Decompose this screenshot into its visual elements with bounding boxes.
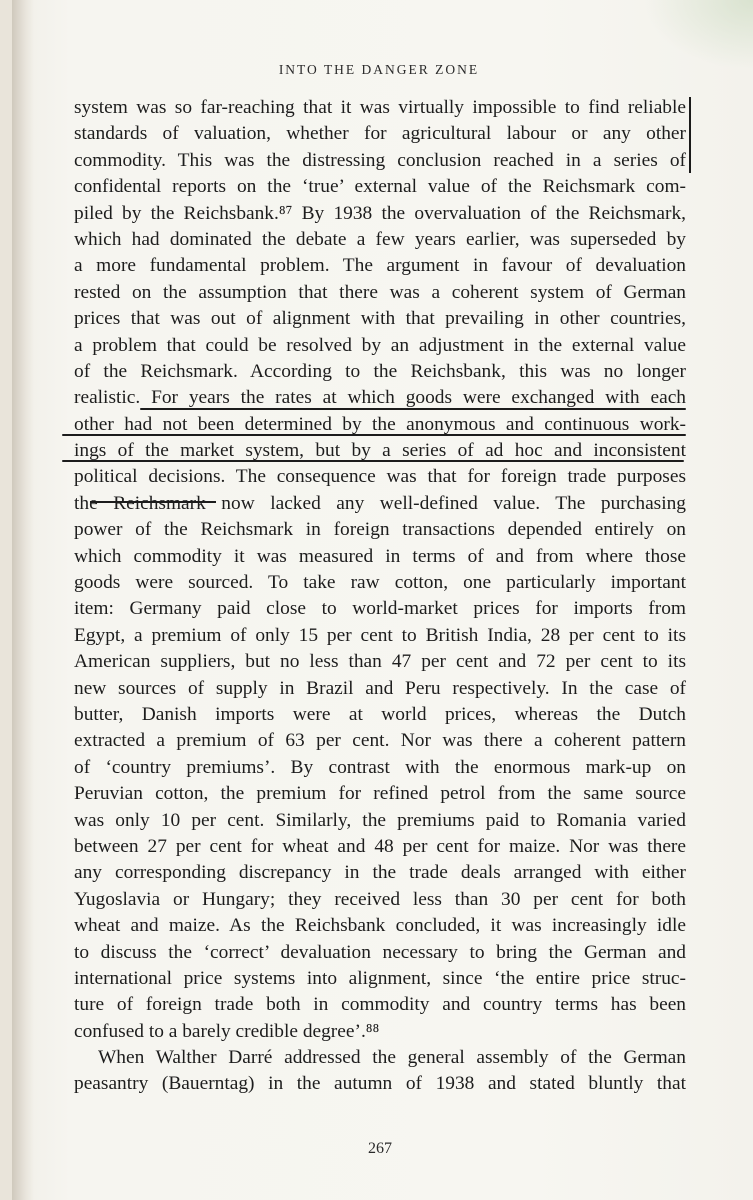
pen-strikethrough [90, 501, 216, 503]
text-line: the Reichsmark now lacked any well-defined value. The purchasing [74, 492, 686, 514]
text-line: system was so far-reaching that it was virtually impossible to find reliable [74, 97, 686, 118]
text-line: confused to a barely credible degree’.⁸⁸ [74, 1020, 380, 1042]
text-line: realistic. For years the rates at which goods were exchanged with each [74, 387, 686, 409]
body-text [74, 95, 686, 1098]
running-head: INTO THE DANGER ZONE [278, 62, 480, 77]
text-line: between 27 per cent for wheat and 48 per cent for maize. Nor was there [74, 835, 686, 857]
text-line: political decisions. The consequence was that for foreign trade purposes [74, 466, 686, 488]
text-line: Yugoslavia or Hungary; they received less than 30 per cent for both [74, 888, 686, 910]
text-line: new sources of supply in Brazil and Peru respectively. In the case of [74, 677, 686, 699]
page-number: 267 [368, 1140, 392, 1157]
text-line: power of the Reichsmark in foreign transactions depended entirely on [74, 519, 686, 541]
text-line: of ‘country premiums’. By contrast with the enormous mark-up on [74, 756, 686, 778]
text-line: Peruvian cotton, the premium for refined petrol from the same source [74, 783, 686, 805]
text-line: a problem that could be resolved by an adjustment in the external value [74, 334, 686, 356]
text-line: prices that was out of alignment with that prevailing in other countries, [74, 308, 686, 330]
text-line: ings of the market system, but by a series of ad hoc and inconsistent [74, 440, 686, 462]
text-line: butter, Danish imports were at world prices, whereas the Dutch [74, 703, 686, 725]
text-line: other had not been determined by the anonymous and continuous work- [74, 413, 686, 435]
pen-underline [62, 460, 684, 462]
text-line: piled by the Reichsbank.⁸⁷ By 1938 the overvaluation of the Reichsmark, [74, 202, 686, 224]
text-line: of the Reichsmark. According to the Reichsbank, this was no longer [74, 360, 686, 382]
text-line: ture of foreign trade both in commodity and country terms has been [74, 994, 686, 1016]
pen-underline [62, 434, 686, 436]
text-line: confidental reports on the ‘true’ external value of the Reichsmark com- [74, 176, 686, 198]
text-line: extracted a premium of 63 per cent. Nor was there a coherent pattern [74, 730, 686, 752]
text-line: item: Germany paid close to world-market prices for imports from [74, 598, 686, 620]
background-foliage [643, 0, 753, 70]
text-line: rested on the assumption that there was a coherent system of German [74, 281, 686, 303]
text-line: Egypt, a premium of only 15 per cent to British India, 28 per cent to its [74, 624, 686, 646]
text-line: international price systems into alignment, since ‘the entire price struc- [74, 967, 686, 989]
text-line: any corresponding discrepancy in the trade deals arranged with either [74, 862, 686, 884]
text-line: was only 10 per cent. Similarly, the premiums paid to Romania varied [74, 809, 686, 831]
text-line: commodity. This was the distressing conclusion reached in a series of [74, 149, 686, 171]
text-line: peasantry (Bauerntag) in the autumn of 1938 and stated bluntly that [74, 1073, 686, 1095]
text-line: standards of valuation, whether for agricultural labour or any other [74, 123, 686, 145]
text-line: which commodity it was measured in terms of and from where those [74, 545, 686, 567]
text-line: a more fundamental problem. The argument in favour of devaluation [74, 255, 686, 277]
text-line: When Walther Darré addressed the general assembly of the German [98, 1047, 686, 1069]
text-line: which had dominated the debate a few years earlier, was superseded by [74, 228, 686, 250]
book-page [12, 0, 753, 1200]
binding-shadow [12, 0, 34, 1200]
text-line: American suppliers, but no less than 47 per cent and 72 per cent to its [74, 651, 686, 673]
margin-mark [689, 97, 691, 173]
pen-underline [140, 408, 686, 410]
text-line: wheat and maize. As the Reichsbank concluded, it was increasingly idle [74, 915, 686, 937]
text-line: goods were sourced. To take raw cotton, one particularly important [74, 572, 686, 594]
text-line: to discuss the ‘correct’ devaluation necessary to bring the German and [74, 941, 686, 963]
